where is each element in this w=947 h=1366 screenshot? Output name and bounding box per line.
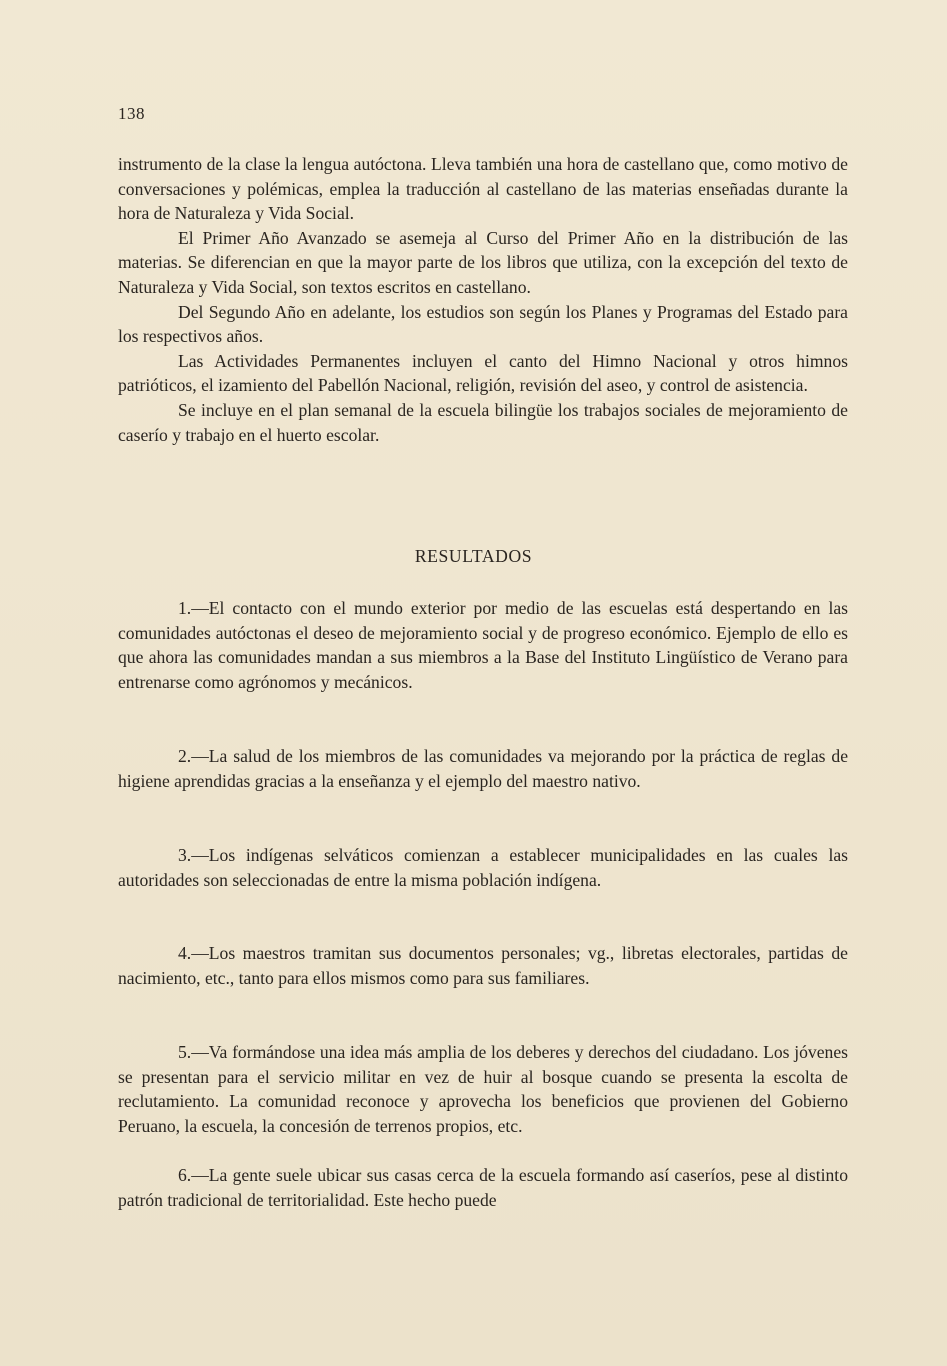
paragraph-2: El Primer Año Avanzado se asemeja al Curso del Primer Año en la distribución de las materias. Se diferencian en que la mayor parte de los libros que utiliza, con la excepción del texto de Naturaleza y Vida Social, son textos escritos en castellano.: [118, 227, 848, 297]
result-item-4: 4.—Los maestros tramitan sus documentos personales; vg., libretas electorales, partidas de nacimiento, etc., tanto para ellos mismos como para sus familiares.: [118, 943, 848, 988]
page-number: 138: [118, 104, 145, 123]
paragraph-5: Se incluye en el plan semanal de la escuela bilingüe los trabajos sociales de mejoramiento de caserío y trabajo en el huerto escolar.: [118, 399, 848, 445]
result-item-5: 5.—Va formándose una idea más amplia de los deberes y derechos del ciudadano. Los jóvenes se presentan para el servicio militar en vez de huir al bosque cuando se presenta la escolta de reclutamiento. La comunidad reconoce y aprovecha los beneficios que provienen del Gobierno Peruano, la escuela, la concesión de terrenos propios, etc.: [118, 1042, 848, 1136]
paragraph-3: Del Segundo Año en adelante, los estudios son según los Planes y Programas del Estado para los respectivos años.: [118, 301, 848, 347]
intro-text: [118, 152, 848, 447]
paragraph-4: Las Actividades Permanentes incluyen el canto del Himno Nacional y otros himnos patrióticos, el izamiento del Pabellón Nacional, religión, revisión del aseo, y control de asistencia.: [118, 350, 848, 396]
paragraph-1: instrumento de la clase la lengua autóctona. Lleva también una hora de castellano que, como motivo de conversaciones y polémicas, emplea la traducción al castellano de las materias enseñadas durante la hora de Naturaleza y Vida Social.: [118, 154, 848, 224]
result-item-1: 1.—El contacto con el mundo exterior por medio de las escuelas está despertando en las comunidades autóctonas el deseo de mejoramiento social y de progreso económico. Ejemplo de ello es que ahora las comunidades mandan a sus miembros a la Base del Instituto Lingüístico de Verano para entrenarse como agrónomos y mecánicos.: [118, 598, 848, 692]
result-item-6: 6.—La gente suele ubicar sus casas cerca de la escuela formando así caseríos, pese al distinto patrón tradicional de territorialidad. Este hecho puede: [118, 1165, 848, 1210]
result-item-3: 3.—Los indígenas selváticos comienzan a establecer municipalidades en las cuales las autoridades son seleccionadas de entre la misma población indígena.: [118, 845, 848, 890]
result-item-2: 2.—La salud de los miembros de las comunidades va mejorando por la práctica de reglas de higiene aprendidas gracias a la enseñanza y el ejemplo del maestro nativo.: [118, 746, 848, 791]
section-title: RESULTADOS: [414, 546, 533, 566]
